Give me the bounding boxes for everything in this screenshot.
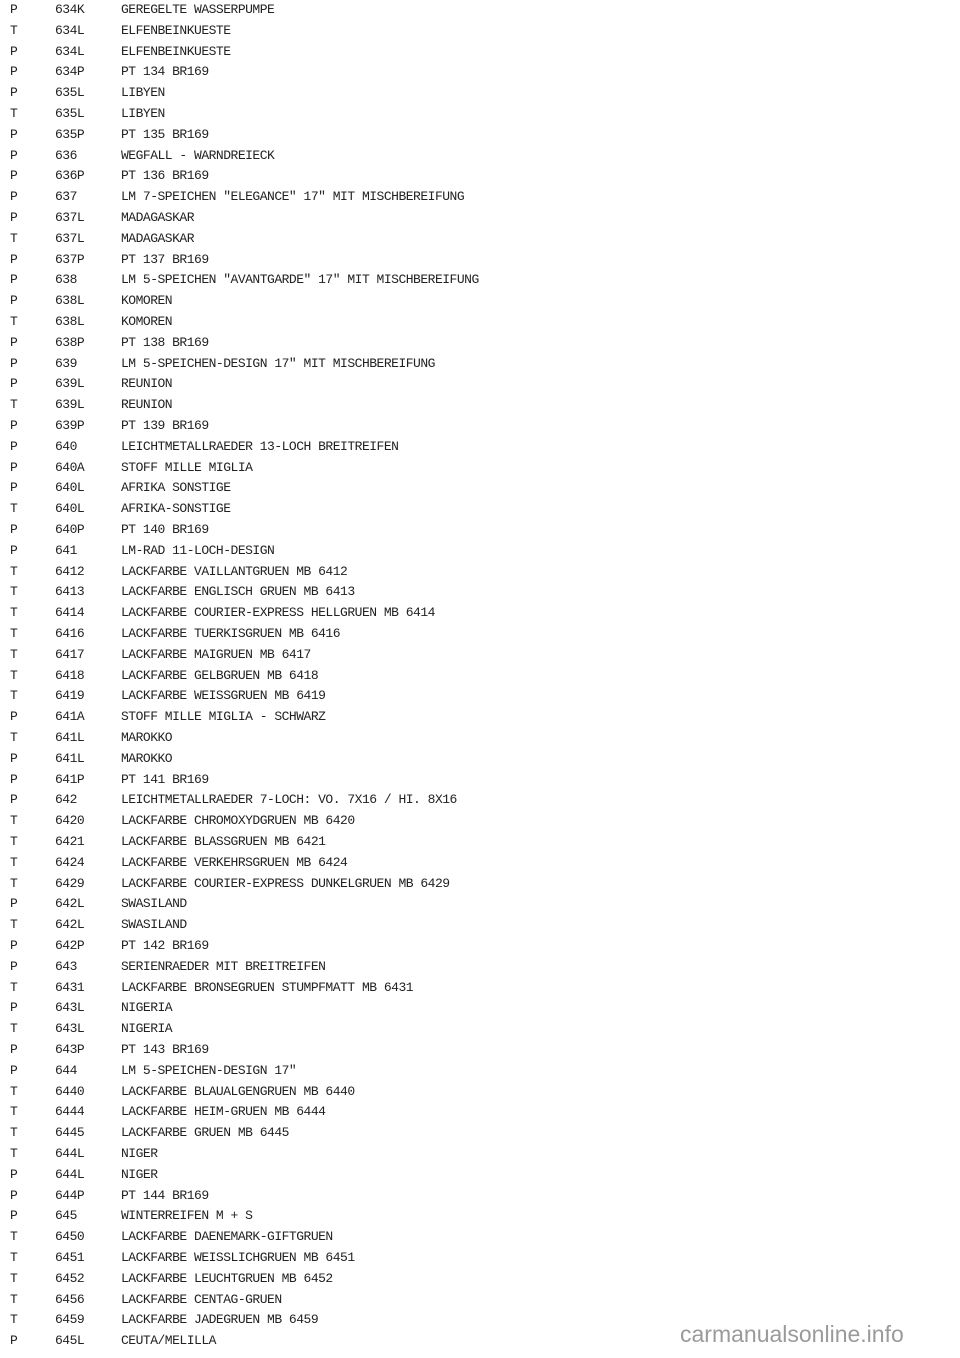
row-description: LM-RAD 11-LOCH-DESIGN xyxy=(121,542,275,558)
row-description: LACKFARBE TUERKISGRUEN MB 6416 xyxy=(121,626,341,641)
row-description: PT 138 BR169 xyxy=(121,334,209,350)
row-description: LACKFARBE MAIGRUEN MB 6417 xyxy=(121,646,311,662)
row-description: LACKFARBE BLASSGRUEN MB 6421 xyxy=(121,834,326,849)
row-description: PT 142 BR169 xyxy=(121,938,209,953)
row-code: 639 xyxy=(55,355,77,371)
row-description: LACKFARBE COURIER-EXPRESS HELLGRUEN MB 6414 xyxy=(121,605,435,621)
row-code: 641A xyxy=(55,709,85,725)
row-type: P xyxy=(10,896,18,912)
row-description: ELFENBEINKUESTE xyxy=(121,22,231,38)
row-type: T xyxy=(10,1146,18,1161)
row-type: T xyxy=(10,646,18,662)
row-description: LACKFARBE GRUEN MB 6445 xyxy=(121,1125,289,1141)
row-description: PT 136 BR169 xyxy=(121,168,209,184)
row-description: ELFENBEINKUESTE xyxy=(121,43,231,59)
row-code: 639L xyxy=(55,376,85,392)
row-code: 6424 xyxy=(55,854,85,870)
row-type: T xyxy=(10,875,18,891)
row-type: T xyxy=(10,1250,18,1265)
row-code: 645L xyxy=(55,1333,85,1349)
row-code: 641 xyxy=(55,542,77,558)
row-code: 640L xyxy=(55,480,85,496)
row-type: T xyxy=(10,813,18,829)
row-code: 640A xyxy=(55,459,85,475)
row-type: T xyxy=(10,1312,18,1328)
row-type: P xyxy=(10,189,18,205)
row-type: T xyxy=(10,501,18,517)
row-type: P xyxy=(10,542,18,558)
row-code: 644P xyxy=(55,1187,85,1203)
row-type: T xyxy=(10,584,18,600)
row-code: 637 xyxy=(55,189,77,205)
row-type: P xyxy=(10,272,18,288)
row-type: T xyxy=(10,1125,18,1141)
row-type: P xyxy=(10,792,18,808)
row-type: P xyxy=(10,480,18,496)
row-description: STOFF MILLE MIGLIA xyxy=(121,459,253,475)
row-description: LACKFARBE JADEGRUEN MB 6459 xyxy=(121,1312,319,1328)
row-description: PT 141 BR169 xyxy=(121,771,209,787)
row-description: PT 140 BR169 xyxy=(121,522,209,537)
row-type: T xyxy=(10,730,18,745)
row-type: P xyxy=(10,522,18,537)
row-code: 642L xyxy=(55,896,85,912)
row-description: WINTERREIFEN M + S xyxy=(121,1208,253,1224)
row-description: PT 135 BR169 xyxy=(121,126,209,142)
row-code: 634K xyxy=(55,2,85,17)
row-code: 6452 xyxy=(55,1270,85,1286)
row-type: P xyxy=(10,1333,18,1349)
row-description: LACKFARBE ENGLISCH GRUEN MB 6413 xyxy=(121,584,355,600)
row-description: LACKFARBE BRONSEGRUEN STUMPFMATT MB 6431 xyxy=(121,979,414,995)
row-description: LACKFARBE COURIER-EXPRESS DUNKELGRUEN MB 6429 xyxy=(121,875,450,891)
row-code: 639L xyxy=(55,397,85,413)
row-description: LACKFARBE CENTAG-GRUEN xyxy=(121,1291,282,1307)
row-type: P xyxy=(10,1187,18,1203)
row-type: T xyxy=(10,834,18,849)
row-code: 643 xyxy=(55,958,77,974)
row-type: T xyxy=(10,979,18,995)
row-description: NIGER xyxy=(121,1166,158,1182)
row-code: 636P xyxy=(55,168,85,184)
row-type: T xyxy=(10,605,18,621)
row-type: T xyxy=(10,667,18,683)
row-type: P xyxy=(10,43,18,59)
row-type: T xyxy=(10,1291,18,1307)
row-code: 6451 xyxy=(55,1250,85,1265)
row-code: 635P xyxy=(55,126,85,142)
row-code: 644L xyxy=(55,1166,85,1182)
row-description: SERIENRAEDER MIT BREITREIFEN xyxy=(121,958,326,974)
row-description: LM 5-SPEICHEN-DESIGN 17" MIT MISCHBEREIFUNG xyxy=(121,355,435,371)
row-description: LACKFARBE CHROMOXYDGRUEN MB 6420 xyxy=(121,813,355,829)
row-type: T xyxy=(10,917,18,933)
row-code: 6416 xyxy=(55,626,85,641)
row-type: T xyxy=(10,22,18,38)
row-description: LACKFARBE LEUCHTGRUEN MB 6452 xyxy=(121,1270,333,1286)
row-description: PT 143 BR169 xyxy=(121,1042,209,1057)
row-type: P xyxy=(10,210,18,225)
row-type: P xyxy=(10,709,18,725)
row-code: 645 xyxy=(55,1208,77,1224)
row-code: 638L xyxy=(55,314,85,329)
row-type: T xyxy=(10,397,18,413)
row-description: GEREGELTE WASSERPUMPE xyxy=(121,2,275,17)
row-type: P xyxy=(10,459,18,475)
row-type: T xyxy=(10,563,18,579)
row-type: P xyxy=(10,1208,18,1224)
row-code: 634P xyxy=(55,64,85,80)
row-description: MADAGASKAR xyxy=(121,210,195,225)
row-code: 643L xyxy=(55,1021,85,1037)
row-code: 637P xyxy=(55,251,85,267)
row-type: P xyxy=(10,64,18,80)
row-type: P xyxy=(10,85,18,101)
row-code: 6450 xyxy=(55,1229,85,1245)
row-code: 640L xyxy=(55,501,85,517)
row-type: T xyxy=(10,626,18,641)
row-type: P xyxy=(10,1166,18,1182)
row-code: 6456 xyxy=(55,1291,85,1307)
row-code: 643P xyxy=(55,1042,85,1057)
row-type: T xyxy=(10,688,18,704)
row-code: 6418 xyxy=(55,667,85,683)
row-code: 641P xyxy=(55,771,85,787)
row-code: 642P xyxy=(55,938,85,953)
row-description: SWASILAND xyxy=(121,896,187,912)
row-code: 640 xyxy=(55,438,77,454)
row-description: LACKFARBE WEISSGRUEN MB 6419 xyxy=(121,688,326,704)
row-description: LACKFARBE HEIM-GRUEN MB 6444 xyxy=(121,1104,326,1120)
row-description: LM 5-SPEICHEN "AVANTGARDE" 17" MIT MISCHBEREIFUNG xyxy=(121,272,479,288)
row-description: NIGER xyxy=(121,1146,158,1161)
row-code: 6412 xyxy=(55,563,85,579)
row-type: P xyxy=(10,438,18,454)
row-description: PT 137 BR169 xyxy=(121,251,209,267)
row-description: MAROKKO xyxy=(121,750,173,766)
row-code: 635L xyxy=(55,106,85,121)
row-type: P xyxy=(10,1062,18,1078)
row-description: LM 5-SPEICHEN-DESIGN 17" xyxy=(121,1062,297,1078)
row-description: LACKFARBE WEISSLICHGRUEN MB 6451 xyxy=(121,1250,355,1265)
row-code: 642 xyxy=(55,792,77,808)
row-code: 644L xyxy=(55,1146,85,1161)
row-code: 643L xyxy=(55,1000,85,1016)
row-code: 6413 xyxy=(55,584,85,600)
row-description: LACKFARBE VERKEHRSGRUEN MB 6424 xyxy=(121,854,348,870)
row-description: LM 7-SPEICHEN "ELEGANCE" 17" MIT MISCHBEREIFUNG xyxy=(121,189,465,205)
row-description: STOFF MILLE MIGLIA - SCHWARZ xyxy=(121,709,326,725)
row-type: T xyxy=(10,1270,18,1286)
watermark: carmanualsonline.info xyxy=(680,1321,904,1347)
row-type: P xyxy=(10,355,18,371)
row-description: LACKFARBE BLAUALGENGRUEN MB 6440 xyxy=(121,1083,355,1099)
row-type: P xyxy=(10,293,18,309)
row-code: 6429 xyxy=(55,875,85,891)
row-description: LACKFARBE GELBGRUEN MB 6418 xyxy=(121,667,319,683)
row-description: LEICHTMETALLRAEDER 7-LOCH: VO. 7X16 / HI. 8X16 xyxy=(121,792,457,808)
row-description: AFRIKA-SONSTIGE xyxy=(121,501,231,517)
row-type: T xyxy=(10,106,18,121)
row-type: P xyxy=(10,771,18,787)
row-type: P xyxy=(10,126,18,142)
row-code: 636 xyxy=(55,147,77,163)
row-type: P xyxy=(10,334,18,350)
row-code: 637L xyxy=(55,230,85,246)
row-code: 638L xyxy=(55,293,85,309)
row-description: LIBYEN xyxy=(121,85,165,101)
row-type: P xyxy=(10,376,18,392)
row-description: CEUTA/MELILLA xyxy=(121,1333,216,1349)
row-description: LACKFARBE DAENEMARK-GIFTGRUEN xyxy=(121,1229,333,1245)
row-description: REUNION xyxy=(121,376,173,392)
row-description: MADAGASKAR xyxy=(121,230,195,246)
row-description: WEGFALL - WARNDREIECK xyxy=(121,147,275,163)
row-type: P xyxy=(10,1000,18,1016)
row-code: 641L xyxy=(55,750,85,766)
row-type: P xyxy=(10,2,18,17)
row-code: 640P xyxy=(55,522,85,537)
row-code: 6444 xyxy=(55,1104,85,1120)
row-type: T xyxy=(10,1104,18,1120)
row-description: SWASILAND xyxy=(121,917,187,933)
row-code: 6421 xyxy=(55,834,85,849)
row-description: REUNION xyxy=(121,397,173,413)
row-code: 6417 xyxy=(55,646,85,662)
row-description: LEICHTMETALLRAEDER 13-LOCH BREITREIFEN xyxy=(121,438,399,454)
row-code: 6419 xyxy=(55,688,85,704)
row-description: PT 144 BR169 xyxy=(121,1187,209,1203)
row-type: T xyxy=(10,854,18,870)
row-type: P xyxy=(10,1042,18,1057)
row-code: 638P xyxy=(55,334,85,350)
row-code: 639P xyxy=(55,418,85,433)
row-code: 635L xyxy=(55,85,85,101)
row-code: 6431 xyxy=(55,979,85,995)
row-description: NIGERIA xyxy=(121,1000,173,1016)
row-code: 638 xyxy=(55,272,77,288)
row-description: KOMOREN xyxy=(121,293,173,309)
row-code: 634L xyxy=(55,43,85,59)
row-code: 6459 xyxy=(55,1312,85,1328)
row-type: P xyxy=(10,168,18,184)
row-type: T xyxy=(10,1021,18,1037)
row-description: AFRIKA SONSTIGE xyxy=(121,480,231,496)
row-code: 641L xyxy=(55,730,85,745)
row-type: T xyxy=(10,314,18,329)
row-code: 6414 xyxy=(55,605,85,621)
row-type: P xyxy=(10,938,18,953)
row-description: MAROKKO xyxy=(121,730,173,745)
row-code: 6445 xyxy=(55,1125,85,1141)
row-type: T xyxy=(10,1229,18,1245)
row-description: NIGERIA xyxy=(121,1021,173,1037)
row-code: 634L xyxy=(55,22,85,38)
row-type: P xyxy=(10,750,18,766)
row-description: LACKFARBE VAILLANTGRUEN MB 6412 xyxy=(121,563,348,579)
row-code: 644 xyxy=(55,1062,77,1078)
row-description: PT 139 BR169 xyxy=(121,418,209,433)
row-type: P xyxy=(10,251,18,267)
row-description: KOMOREN xyxy=(121,314,173,329)
row-type: P xyxy=(10,147,18,163)
row-type: P xyxy=(10,418,18,433)
row-code: 6420 xyxy=(55,813,85,829)
row-description: PT 134 BR169 xyxy=(121,64,209,80)
row-type: T xyxy=(10,230,18,246)
row-type: P xyxy=(10,958,18,974)
row-code: 6440 xyxy=(55,1083,85,1099)
row-code: 637L xyxy=(55,210,85,225)
row-code: 642L xyxy=(55,917,85,933)
row-type: T xyxy=(10,1083,18,1099)
row-description: LIBYEN xyxy=(121,106,165,121)
